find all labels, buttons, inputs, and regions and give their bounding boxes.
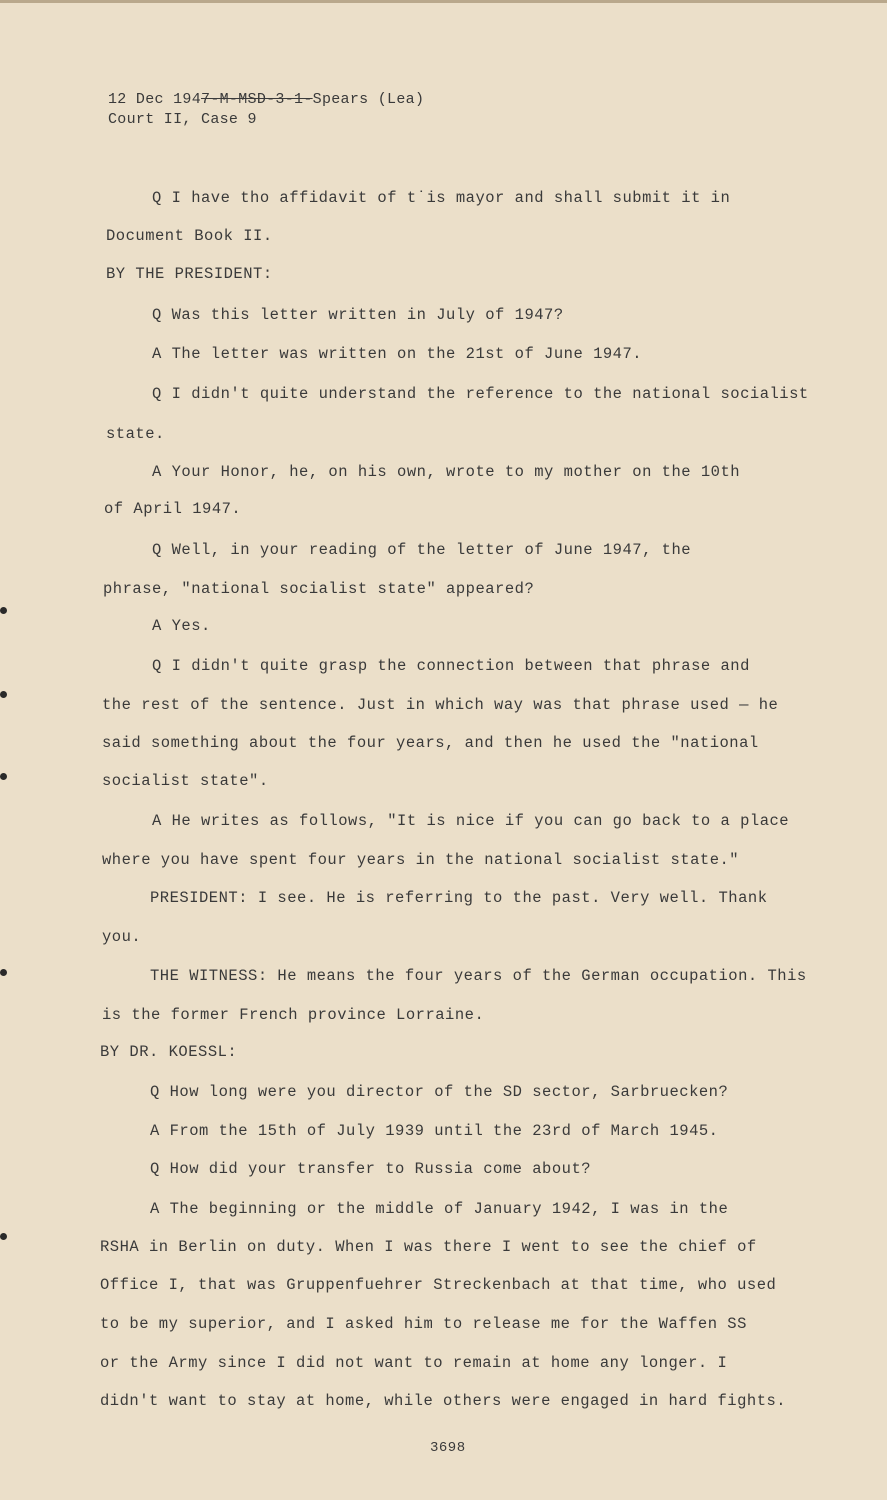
text-line: to be my superior, and I asked him to release me for the Waffen SS <box>100 1315 747 1333</box>
text-line: Q I have tho affidavit of t˙is mayor and shall submit it in <box>152 189 731 207</box>
text-line: A Your Honor, he, on his own, wrote to my mother on the 10th <box>152 463 741 481</box>
punch-hole-mark <box>0 607 7 614</box>
text-line: BY DR. KOESSL: <box>100 1043 238 1061</box>
punch-hole-mark <box>0 691 7 698</box>
text-line: state. <box>106 425 165 443</box>
text-line: of April 1947. <box>104 500 242 518</box>
text-line: A From the 15th of July 1939 until the 23rd of March 1945. <box>150 1122 719 1140</box>
text-line: THE WITNESS: He means the four years of the German occupation. This <box>150 967 807 985</box>
text-line: Q Was this letter written in July of 1947? <box>152 306 564 324</box>
text-line: PRESIDENT: I see. He is referring to the past. Very well. Thank <box>150 889 768 907</box>
text-line: the rest of the sentence. Just in which way was that phrase used — he <box>102 696 779 714</box>
text-line: socialist state". <box>102 772 269 790</box>
header-date: 12 Dec 194 <box>108 91 202 108</box>
header-name: Spears (Lea) <box>312 91 425 108</box>
text-line: you. <box>102 928 142 946</box>
header-struck-code: 7-M-MSD-3-1- <box>201 91 313 108</box>
text-line: BY THE PRESIDENT: <box>106 265 273 283</box>
text-line: RSHA in Berlin on duty. When I was there I went to see the chief of <box>100 1238 757 1256</box>
text-line: Q I didn't quite understand the reference to the national socialist <box>152 385 809 403</box>
header-court: Court II, Case 9 <box>108 111 257 128</box>
text-line: Q How long were you director of the SD sector, Sarbruecken? <box>150 1083 729 1101</box>
text-line: phrase, "national socialist state" appeared? <box>103 580 535 598</box>
header <box>108 90 424 130</box>
text-line: Document Book II. <box>106 227 273 245</box>
text-line: or the Army since I did not want to remain at home any longer. I <box>100 1354 728 1372</box>
text-line: A The beginning or the middle of January 1942, I was in the <box>150 1200 729 1218</box>
text-line: is the former French province Lorraine. <box>102 1006 485 1024</box>
page-number: 3698 <box>430 1440 466 1456</box>
text-line: where you have spent four years in the national socialist state." <box>102 851 740 869</box>
punch-hole-mark <box>0 1233 7 1240</box>
punch-hole-mark <box>0 969 7 976</box>
punch-hole-mark <box>0 773 7 780</box>
text-line: Office I, that was Gruppenfuehrer Streckenbach at that time, who used <box>100 1276 777 1294</box>
text-line: A Yes. <box>152 617 211 635</box>
text-line: A The letter was written on the 21st of June 1947. <box>152 345 643 363</box>
text-line: A He writes as follows, "It is nice if you can go back to a place <box>152 812 790 830</box>
text-line: didn't want to stay at home, while others were engaged in hard fights. <box>100 1392 787 1410</box>
text-line: Q How did your transfer to Russia come about? <box>150 1160 592 1178</box>
text-line: Q I didn't quite grasp the connection between that phrase and <box>152 657 750 675</box>
text-line: said something about the four years, and then he used the "national <box>102 734 759 752</box>
text-line: Q Well, in your reading of the letter of June 1947, the <box>152 541 692 559</box>
